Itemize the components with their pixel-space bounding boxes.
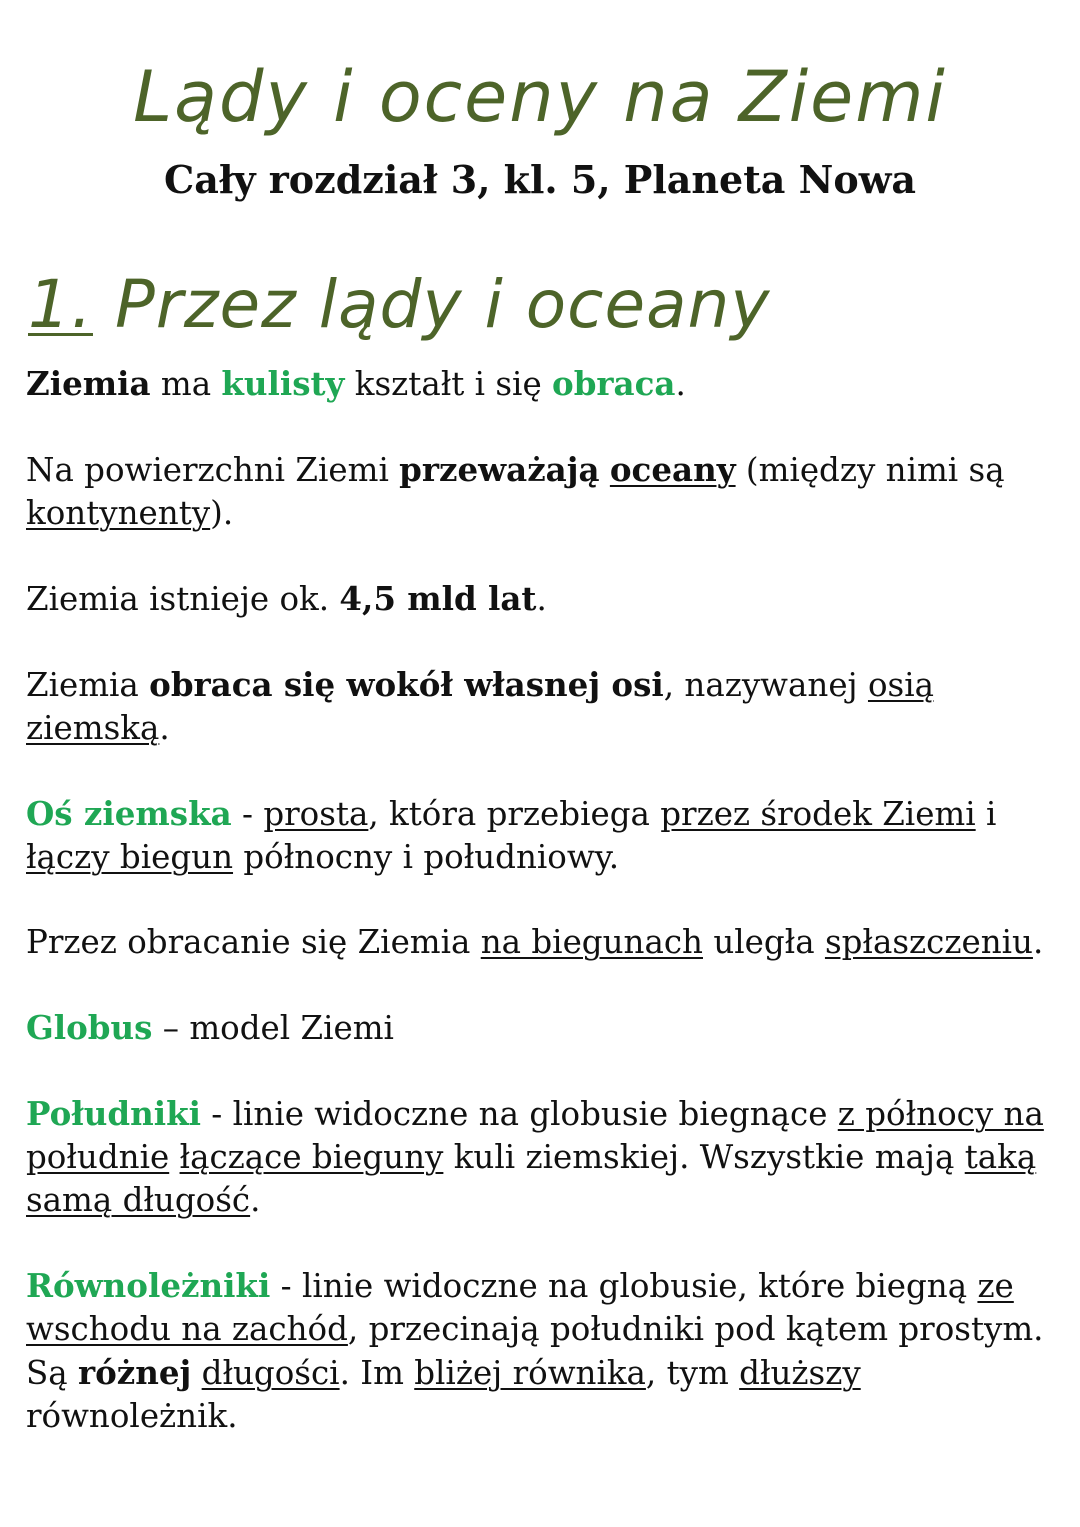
underlined-prosta: prosta (263, 795, 369, 833)
text-fragment: . (536, 580, 547, 618)
text-fragment (600, 451, 610, 489)
text-fragment: Ziemia (26, 666, 150, 704)
underlined-laczy-biegun: łączy biegun (26, 838, 234, 876)
text-fragment: - linie widoczne na globusie biegnące (200, 1095, 838, 1133)
text-fragment: uległa (702, 923, 825, 961)
text-fragment: Ziemia istnieje ok. (26, 580, 340, 618)
underlined-ze-wschodu: ze wschodu na zachód (26, 1267, 1014, 1348)
text-fragment: , tym (645, 1354, 740, 1392)
text-fragment: (między nimi są (735, 451, 1005, 489)
underlined-os-ziemska: osią ziemską (26, 666, 934, 747)
paragraph-oceans (26, 448, 1056, 535)
underlined-dluzszy: dłuższy (739, 1354, 861, 1392)
text-fragment: , która przebiega (368, 795, 661, 833)
text-fragment: , nazywanej (663, 666, 868, 704)
text-fragment: . (159, 709, 170, 747)
paragraph-globe (26, 1006, 1056, 1050)
text-fragment: - linie widoczne na globusie, które biegną (270, 1267, 978, 1305)
term-rotation: obraca się wokół własnej osi (149, 665, 664, 704)
paragraph-age (26, 577, 1056, 621)
keyword-obraca: obraca (552, 364, 676, 403)
underlined-kontynenty: kontynenty (26, 494, 211, 532)
underlined-dlugosci: długości (201, 1354, 340, 1392)
section-title: Przez lądy i oceany (114, 266, 771, 343)
text-fragment: Na powierzchni Ziemi (26, 451, 400, 489)
paragraph-shape (26, 362, 1056, 406)
text-fragment: . (675, 365, 686, 403)
underlined-laczace-bieguny: łączące bieguny (179, 1138, 444, 1176)
text-fragment: . (1032, 923, 1044, 961)
keyword-kulisty: kulisty (221, 364, 345, 403)
underlined-blizej-rownika: bliżej równika (414, 1354, 646, 1392)
notes-content (26, 362, 1056, 1480)
page-title: Lądy i oceny na Ziemi (133, 56, 947, 138)
term-przewazaja: przeważają (399, 450, 600, 489)
text-fragment: - (231, 795, 264, 833)
text-fragment: kształt i się (344, 365, 553, 403)
text-fragment: . (250, 1181, 261, 1219)
text-fragment: równoleżnik. (26, 1397, 238, 1435)
underlined-taka-sama-dlugosc: taką samą długość (26, 1138, 1037, 1219)
term-roznej: różnej (77, 1353, 192, 1392)
paragraph-parallels (26, 1264, 1056, 1438)
text-fragment: północny i południowy. (233, 838, 620, 876)
section-heading (28, 262, 770, 348)
text-fragment: i (975, 795, 997, 833)
term-oceany: oceany (609, 450, 736, 489)
text-fragment: Przez obracanie się Ziemia (26, 923, 481, 961)
text-fragment: – model Ziemi (152, 1009, 394, 1047)
text-fragment: , przecinają południki pod kątem prostym. Są (26, 1310, 1044, 1392)
underlined-na-biegunach: na biegunach (480, 923, 703, 961)
keyword-rownolezniki: Równoleżniki (26, 1266, 271, 1305)
keyword-globus: Globus (26, 1008, 153, 1047)
paragraph-earth-axis (26, 792, 1056, 879)
keyword-os-ziemska: Oś ziemska (26, 794, 232, 833)
term-ziemia: Ziemia (26, 364, 151, 403)
text-fragment (191, 1354, 201, 1392)
text-fragment: ma (150, 365, 222, 403)
underlined-splaszczeniu: spłaszczeniu (824, 923, 1033, 961)
page-subtitle: Cały rozdział 3, kl. 5, Planeta Nowa (163, 157, 917, 202)
underlined-przez-srodek: przez środek Ziemi (660, 795, 976, 833)
term-age: 4,5 mld lat (339, 579, 537, 618)
underlined-z-polnocy: z północy na południe (26, 1095, 1044, 1176)
text-fragment: . Im (339, 1354, 415, 1392)
paragraph-meridians (26, 1092, 1056, 1222)
text-fragment: ). (210, 494, 234, 532)
text-fragment: kuli ziemskiej. Wszystkie mają (443, 1138, 965, 1176)
text-fragment (169, 1138, 179, 1176)
keyword-poludniki: Południki (26, 1094, 201, 1133)
paragraph-rotation (26, 663, 1056, 750)
section-number: 1. (28, 266, 93, 343)
paragraph-flattening (26, 921, 1056, 964)
